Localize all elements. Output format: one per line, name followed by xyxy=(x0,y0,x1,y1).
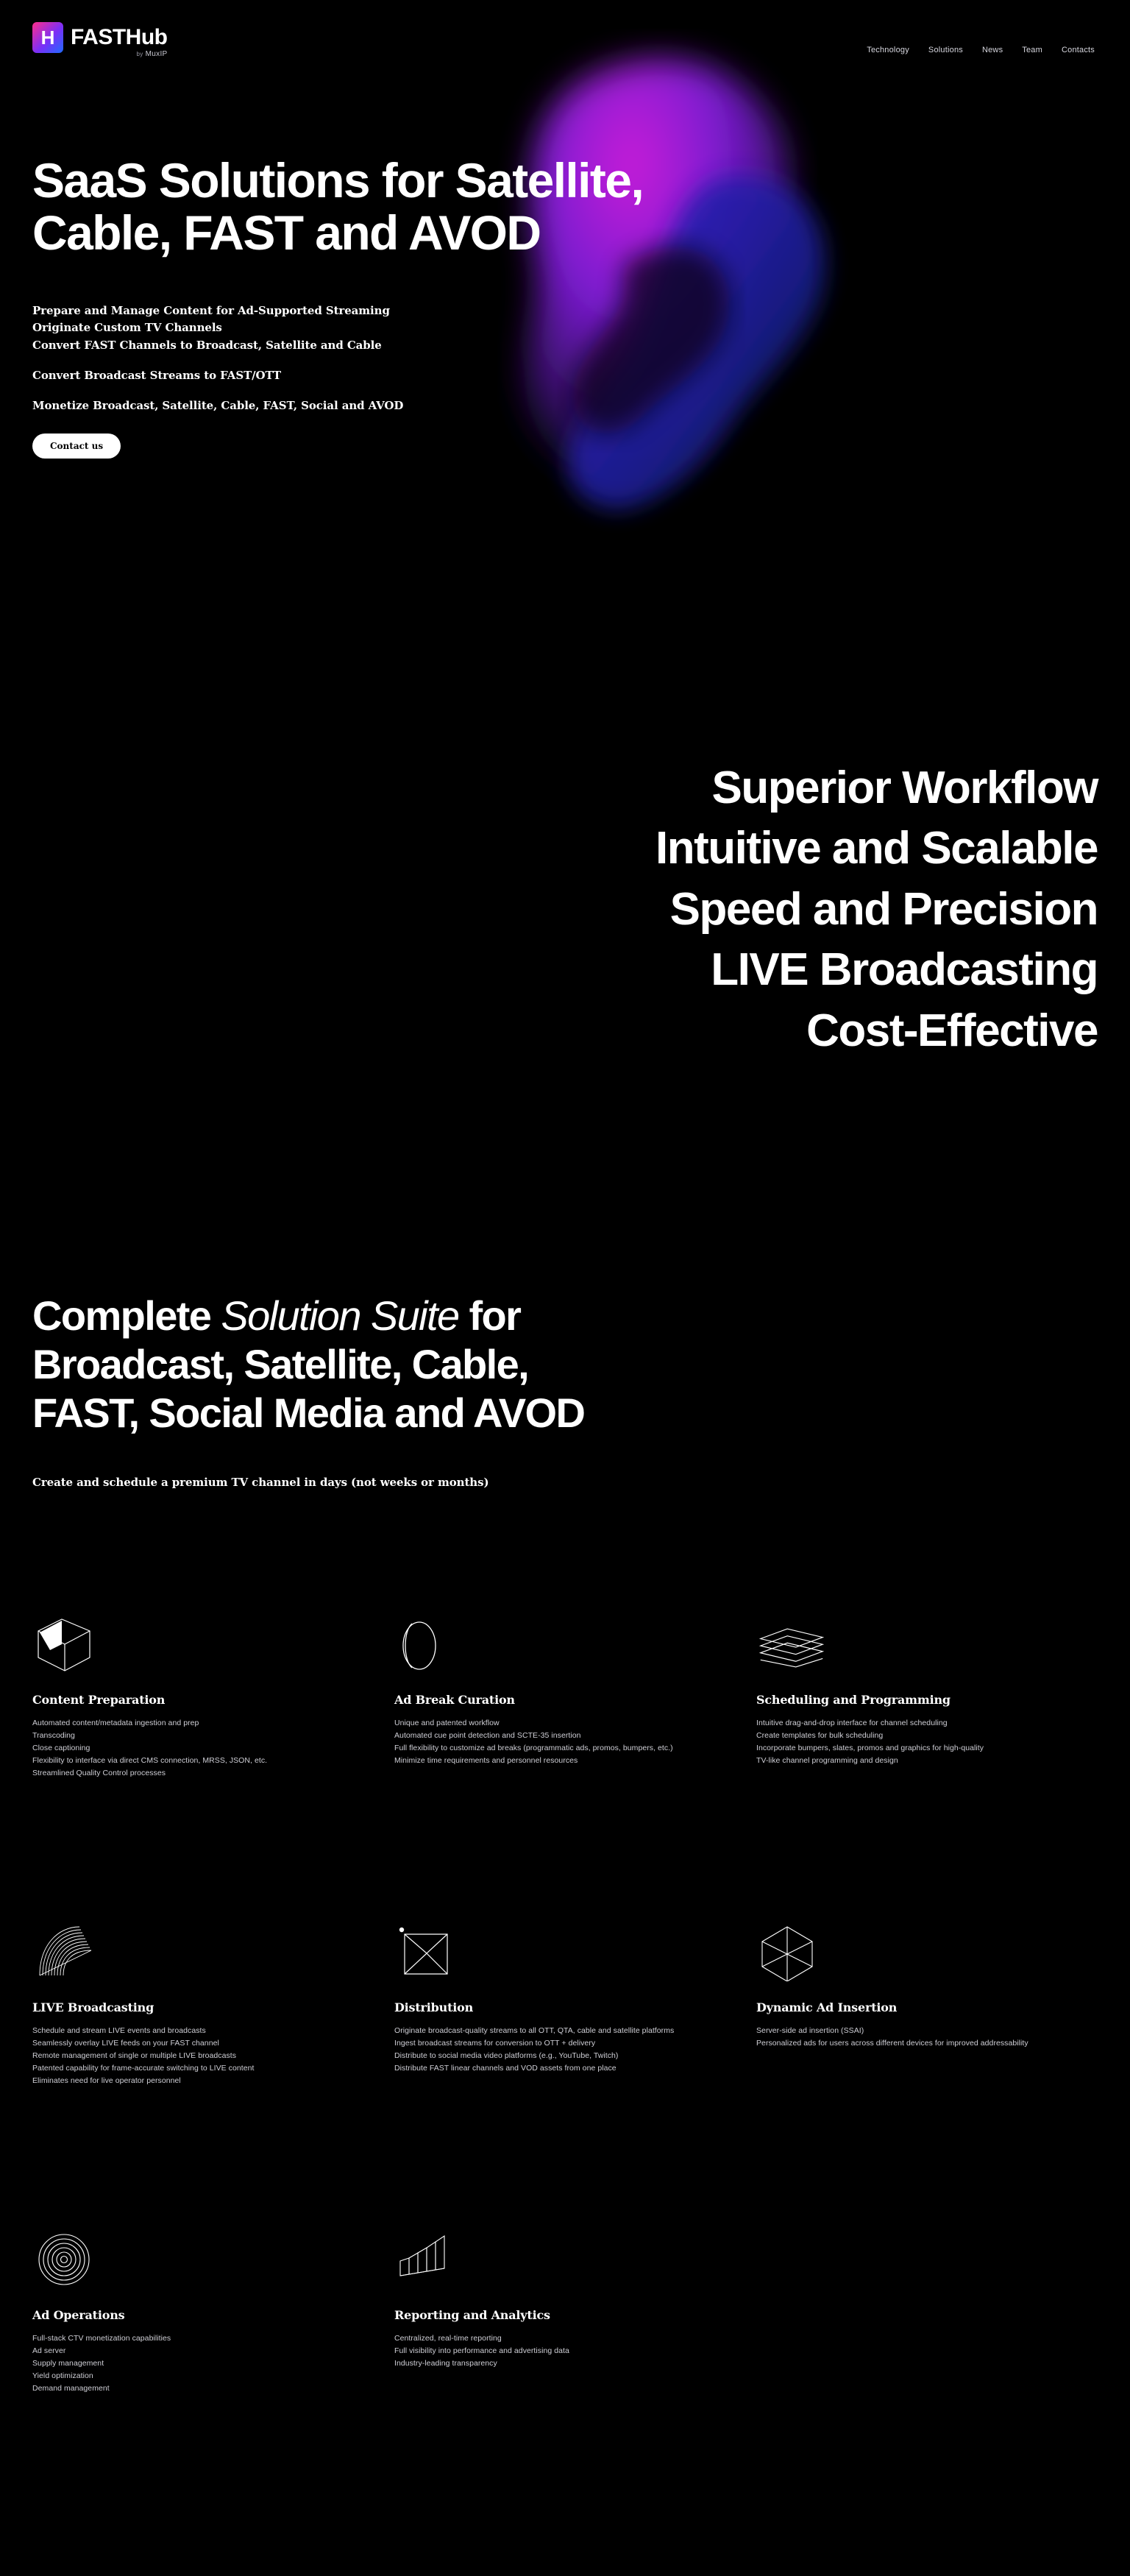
feature-item: Full flexibility to customize ad breaks (programmatic ads, promos, bumpers, etc.) xyxy=(394,1744,673,1752)
feature-title: Scheduling and Programming xyxy=(756,1693,950,1707)
feature-item: Automated cue point detection and SCTE-35 insertion xyxy=(394,1731,581,1740)
feature-title: Reporting and Analytics xyxy=(394,2308,550,2322)
statement-line-2: Intuitive and Scalable xyxy=(655,823,1098,874)
concentric-circles-icon xyxy=(32,2227,103,2289)
statement-line-4: LIVE Broadcasting xyxy=(711,944,1098,996)
suite-title-line-2: Broadcast, Satellite, Cable, xyxy=(32,1341,529,1388)
suite-subtitle: Create and schedule a premium TV channel in days (not weeks or months) xyxy=(32,1476,489,1490)
feature-item: Schedule and stream LIVE events and broadcasts xyxy=(32,2026,206,2035)
nav-item-technology[interactable]: Technology xyxy=(867,46,909,54)
feature-item: Unique and patented workflow xyxy=(394,1719,500,1727)
feature-item: Demand management xyxy=(32,2384,110,2393)
bar-chart-icon xyxy=(394,2227,465,2289)
feature-item: TV-like channel programming and design xyxy=(756,1756,898,1765)
statement-line-3: Speed and Precision xyxy=(669,883,1098,935)
feature-card-reporting-and-analytics xyxy=(394,2227,703,2395)
stack-icon xyxy=(756,1612,827,1674)
feature-item: Intuitive drag-and-drop interface for channel scheduling xyxy=(756,1719,948,1727)
brand-text xyxy=(71,22,168,58)
feature-item: Centralized, real-time reporting xyxy=(394,2334,502,2343)
brand-parent xyxy=(137,50,168,58)
brand-by-label: by xyxy=(136,51,143,57)
feature-title: LIVE Broadcasting xyxy=(32,2000,154,2014)
feature-items xyxy=(32,2025,341,2087)
feature-item: Remote management of single or multiple LIVE broadcasts xyxy=(32,2051,237,2060)
feature-items xyxy=(394,2025,703,2075)
suite-title-line-3: FAST, Social Media and AVOD xyxy=(32,1390,585,1437)
suite-title-italic: Solution Suite xyxy=(221,1292,459,1339)
feature-item: Streamlined Quality Control processes xyxy=(32,1769,166,1777)
hero-title-line-1: SaaS Solutions for Satellite, xyxy=(32,153,644,208)
open-box-icon xyxy=(394,1919,465,1981)
feature-card-ad-operations xyxy=(32,2227,341,2395)
feature-title: Ad Operations xyxy=(32,2308,125,2322)
feature-item: Originate broadcast-quality streams to all OTT, QTA, cable and satellite platforms xyxy=(394,2026,675,2035)
suite-title-pre: Complete xyxy=(32,1292,221,1339)
ellipse-icon xyxy=(394,1612,465,1674)
hero-bullet-3: Convert FAST Channels to Broadcast, Satellite and Cable xyxy=(32,338,382,352)
feature-title: Content Preparation xyxy=(32,1693,166,1707)
feature-card-scheduling-and-programming xyxy=(756,1612,1065,1780)
feature-item: Supply management xyxy=(32,2359,104,2368)
hexagon-icon xyxy=(756,1919,827,1981)
suite-title xyxy=(32,1292,1018,1437)
main-navigation xyxy=(867,22,1095,54)
hero-bullets xyxy=(32,302,915,414)
feature-item: Incorporate bumpers, slates, promos and graphics for high-quality xyxy=(756,1744,984,1752)
feature-items xyxy=(394,1717,703,1767)
feature-item: Transcoding xyxy=(32,1731,75,1740)
feature-item: Server-side ad insertion (SSAI) xyxy=(756,2026,864,2035)
feature-card-live-broadcasting xyxy=(32,1919,341,2087)
hero-content xyxy=(32,155,915,459)
feature-item: Create templates for bulk scheduling xyxy=(756,1731,884,1740)
hero-bullet-2: Originate Custom TV Channels xyxy=(32,321,222,335)
value-statement xyxy=(0,758,1130,1061)
nav-item-contacts[interactable]: Contacts xyxy=(1061,46,1095,54)
feature-item: Patented capability for frame-accurate switching to LIVE content xyxy=(32,2064,255,2073)
hero-bullet-4: Convert Broadcast Streams to FAST/OTT xyxy=(32,368,282,382)
feature-item: Ingest broadcast streams for conversion to OTT + delivery xyxy=(394,2039,596,2048)
feature-items xyxy=(32,1717,341,1780)
feature-items xyxy=(756,2025,1065,2050)
feature-item: Distribute to social media video platforms (e.g., YouTube, Twitch) xyxy=(394,2051,619,2060)
feature-item: Automated content/metadata ingestion and prep xyxy=(32,1719,199,1727)
feature-item: Full-stack CTV monetization capabilities xyxy=(32,2334,171,2343)
brand-name: FASTHub xyxy=(71,25,168,49)
feature-item: Flexibility to interface via direct CMS connection, MRSS, JSON, etc. xyxy=(32,1756,268,1765)
site-header xyxy=(0,0,1130,88)
feature-grid xyxy=(32,1612,1084,2395)
feature-items xyxy=(32,2332,341,2395)
feature-items xyxy=(756,1717,1065,1767)
feature-item: Close captioning xyxy=(32,1744,90,1752)
contact-us-button[interactable]: Contact us xyxy=(32,434,121,459)
brand-logo[interactable] xyxy=(32,22,168,58)
feature-item: Eliminates need for live operator personnel xyxy=(32,2076,181,2085)
hero-title-line-2: Cable, FAST and AVOD xyxy=(32,205,541,260)
feature-title: Dynamic Ad Insertion xyxy=(756,2000,898,2014)
feature-card-content-preparation xyxy=(32,1612,341,1780)
feature-title: Distribution xyxy=(394,2000,474,2014)
nav-item-team[interactable]: Team xyxy=(1022,46,1042,54)
hero-bullet-1: Prepare and Manage Content for Ad-Supported Streaming xyxy=(32,304,390,318)
hero-bullet-5: Monetize Broadcast, Satellite, Cable, FAST, Social and AVOD xyxy=(32,399,404,413)
feature-card-dynamic-ad-insertion xyxy=(756,1919,1065,2087)
brand-parent-name: MuxIP xyxy=(145,50,168,58)
logo-mark-icon: H xyxy=(32,22,63,53)
wave-lines-icon xyxy=(32,1919,103,1981)
statement-line-5: Cost-Effective xyxy=(806,1005,1098,1056)
feature-item: Full visibility into performance and advertising data xyxy=(394,2346,569,2355)
nav-item-news[interactable]: News xyxy=(981,46,1003,54)
feature-item: Distribute FAST linear channels and VOD assets from one place xyxy=(394,2064,616,2073)
cube-icon xyxy=(32,1612,103,1674)
solution-suite-section xyxy=(32,1292,1077,1489)
feature-item: Industry-leading transparency xyxy=(394,2359,497,2368)
hero-title xyxy=(32,155,900,258)
feature-item: Ad server xyxy=(32,2346,66,2355)
feature-item: Minimize time requirements and personnel resources xyxy=(394,1756,578,1765)
suite-title-post: for xyxy=(458,1292,521,1339)
feature-item: Yield optimization xyxy=(32,2371,93,2380)
feature-title: Ad Break Curation xyxy=(394,1693,515,1707)
feature-card-distribution xyxy=(394,1919,703,2087)
feature-items xyxy=(394,2332,703,2370)
nav-item-solutions[interactable]: Solutions xyxy=(928,46,963,54)
statement-line-1: Superior Workflow xyxy=(711,762,1098,813)
feature-item: Seamlessly overlay LIVE feeds on your FAST channel xyxy=(32,2039,219,2048)
feature-card-ad-break-curation xyxy=(394,1612,703,1780)
feature-item: Personalized ads for users across different devices for improved addressability xyxy=(756,2039,1028,2048)
